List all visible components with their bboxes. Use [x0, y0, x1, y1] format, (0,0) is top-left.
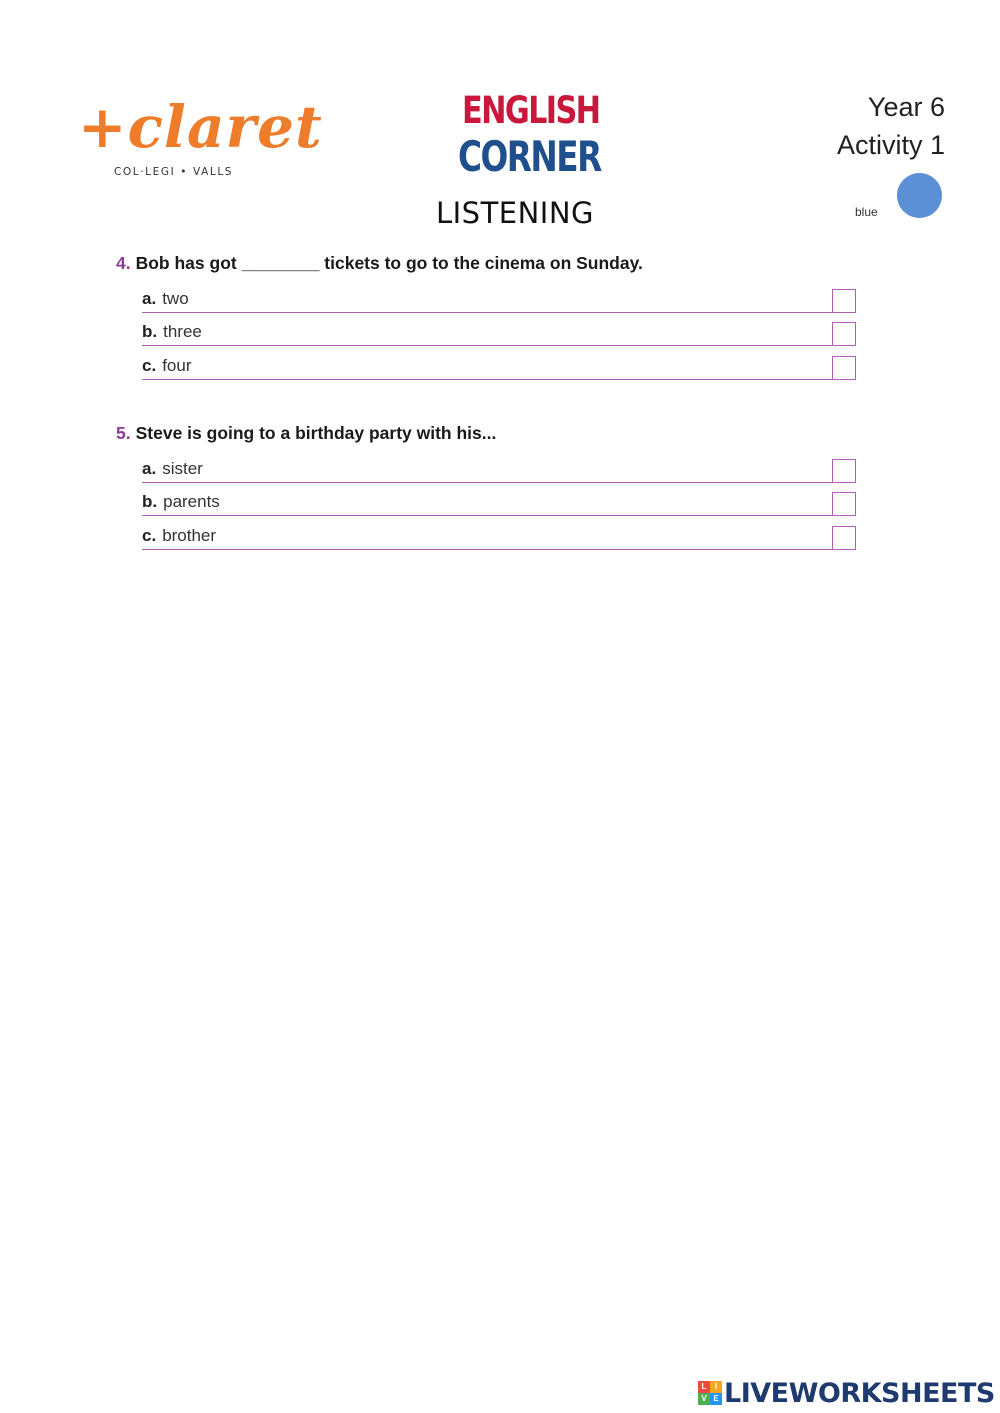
option-label: [142, 289, 189, 309]
question-text: Bob has got ________ tickets to go to the cinema on Sunday.: [135, 253, 643, 273]
option-label: [142, 322, 202, 342]
option-checkbox[interactable]: [832, 322, 856, 346]
option-text: three: [163, 322, 202, 341]
option-label: [142, 526, 216, 546]
answer-option: [142, 516, 856, 550]
claret-logo-subtitle: COL·LEGI • VALLS: [114, 166, 234, 178]
english-corner-logo: [458, 88, 601, 188]
english-corner-logo-line2: CORNER: [458, 132, 601, 181]
option-checkbox[interactable]: [832, 289, 856, 313]
question-5: [116, 423, 856, 550]
question-4: [116, 253, 856, 380]
question-heading: [116, 253, 856, 279]
option-text: four: [162, 355, 192, 375]
option-label: [142, 492, 220, 512]
liveworksheets-logo: [698, 1377, 995, 1409]
option-text: two: [162, 288, 189, 308]
year-label: Year 6: [867, 92, 945, 122]
question-number: 5.: [116, 423, 131, 443]
color-label: blue: [855, 205, 878, 219]
question-text: Steve is going to a birthday party with his...: [135, 423, 497, 443]
option-checkbox[interactable]: [832, 526, 856, 550]
question-heading: [116, 423, 856, 449]
option-text: brother: [162, 525, 217, 545]
english-corner-logo-line1: ENGLISH: [462, 89, 600, 132]
icon-tile: V: [698, 1393, 710, 1405]
liveworksheets-icon: [698, 1381, 722, 1405]
answer-option: [142, 449, 856, 483]
icon-tile: L: [698, 1381, 710, 1393]
option-letter: c.: [142, 355, 157, 375]
option-label: [142, 356, 191, 376]
answer-option: [142, 279, 856, 313]
color-dot: [897, 173, 942, 218]
activity-label: Activity 1: [836, 130, 945, 160]
answer-option: [142, 483, 856, 517]
claret-logo-word: +claret: [78, 93, 323, 161]
option-checkbox[interactable]: [832, 492, 856, 516]
answer-option: [142, 346, 856, 380]
liveworksheets-wordmark: LIVEWORKSHEETS: [724, 1377, 995, 1409]
option-text: sister: [162, 458, 203, 478]
page-title: LISTENING: [435, 196, 595, 230]
option-checkbox[interactable]: [832, 459, 856, 483]
question-number: 4.: [116, 253, 131, 273]
option-label: [142, 459, 203, 479]
option-checkbox[interactable]: [832, 356, 856, 380]
option-letter: a.: [142, 288, 157, 308]
icon-tile: E: [710, 1393, 722, 1405]
option-letter: a.: [142, 458, 157, 478]
answer-option: [142, 313, 856, 347]
claret-logo: [78, 92, 323, 187]
option-text: parents: [163, 492, 220, 511]
option-letter: b.: [142, 492, 158, 511]
option-letter: c.: [142, 525, 157, 545]
icon-tile: I: [710, 1381, 722, 1393]
option-letter: b.: [142, 322, 158, 341]
